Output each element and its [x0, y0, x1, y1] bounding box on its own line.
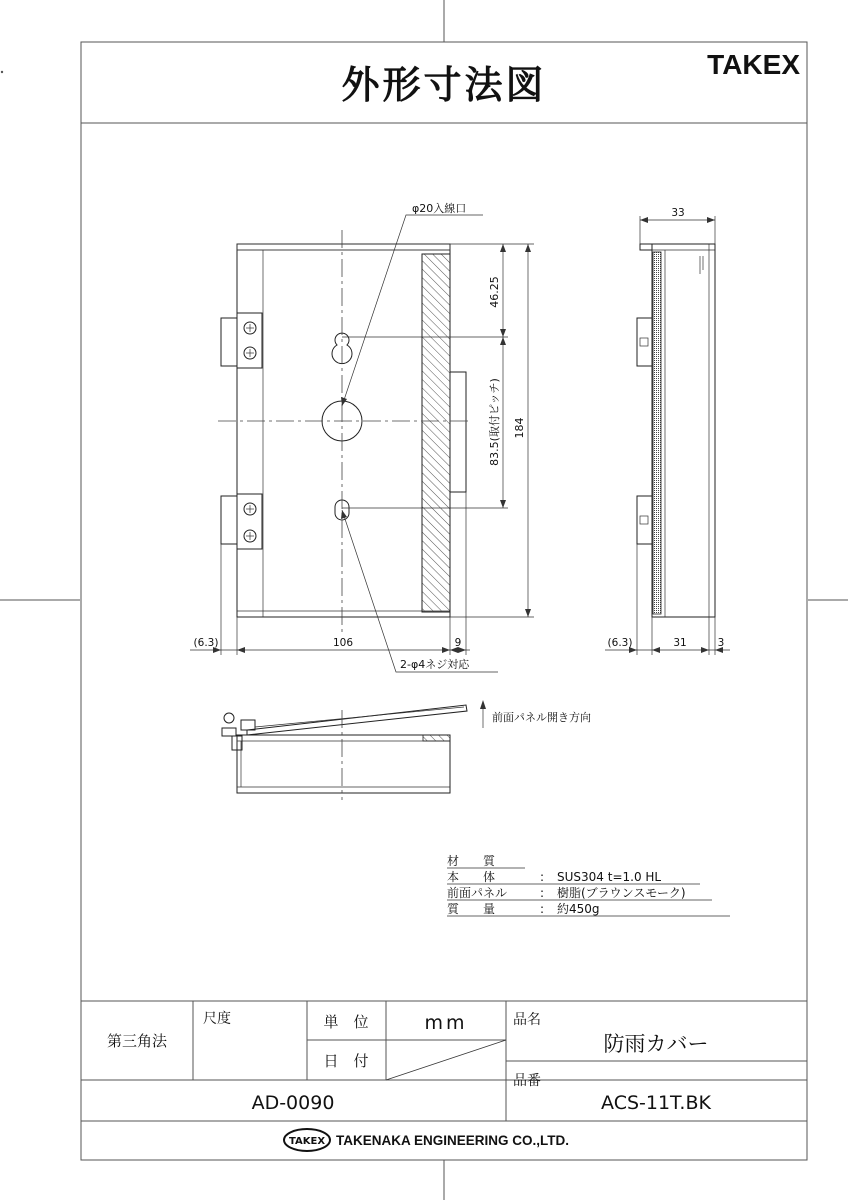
product-name-label: 品名 [513, 1012, 541, 1028]
dim-side-depth: 31 [673, 637, 687, 649]
material-label-body: 本 体 [447, 870, 496, 884]
unit-label: 単 位 [323, 1013, 369, 1031]
dim-right: 9 [454, 637, 462, 649]
hinge-upper [221, 313, 262, 368]
front-view [218, 230, 468, 632]
hinge-lower [221, 494, 262, 549]
side-view-dimensions [605, 207, 730, 655]
projection-method: 第三角法 [106, 1032, 168, 1050]
open-direction-label: 前面パネル開き方向 [492, 711, 591, 724]
materials-table [447, 853, 730, 916]
drawing-number: AD-0090 [251, 1092, 335, 1114]
material-sep: : [540, 870, 545, 884]
scale-label: 尺度 [203, 1011, 231, 1027]
dim-side-depth-top: 33 [671, 207, 685, 219]
title-block [81, 1001, 807, 1151]
product-name: 防雨カバー [603, 1032, 709, 1056]
company-logo-text: TAKEX [288, 1136, 326, 1147]
callout-screw: 2-φ4ネジ対応 [400, 658, 470, 671]
page-title: 外形寸法図 [341, 63, 547, 107]
material-sep: : [540, 886, 545, 900]
date-label: 日 付 [323, 1052, 369, 1070]
dim-side-right: 3 [717, 637, 725, 649]
dim-top-offset: 46.25 [488, 276, 501, 308]
callout-cable-entry: φ20入線口 [412, 202, 467, 215]
material-label-panel: 前面パネル [447, 886, 508, 900]
product-number: ACS-11T.BK [601, 1092, 711, 1114]
side-view [637, 244, 715, 617]
material-value-mass: 約450g [557, 902, 600, 916]
material-value-body: SUS304 t=1.0 HL [557, 870, 662, 884]
material-sep: : [540, 902, 545, 916]
front-view-dimensions [190, 201, 534, 672]
company-name: TAKENAKA ENGINEERING CO.,LTD. [336, 1133, 570, 1148]
materials-heading: 材 質 [447, 854, 496, 868]
brand-logo: TAKEX [707, 49, 800, 80]
unit-value: mm [424, 1012, 468, 1034]
bottom-view [222, 700, 591, 800]
dim-height: 184 [513, 417, 526, 439]
material-value-panel: 樹脂(ブラウンスモーク) [557, 886, 686, 900]
material-label-mass: 質 量 [447, 902, 496, 916]
dim-side-left-offset: (6.3) [607, 637, 633, 649]
product-number-label: 品番 [513, 1073, 541, 1089]
dim-mounting-pitch: 83.5(取付ピッチ) [488, 378, 501, 466]
hatched-channel [422, 254, 450, 612]
dim-left-offset: (6.3) [193, 637, 219, 649]
dim-width: 106 [332, 637, 354, 649]
